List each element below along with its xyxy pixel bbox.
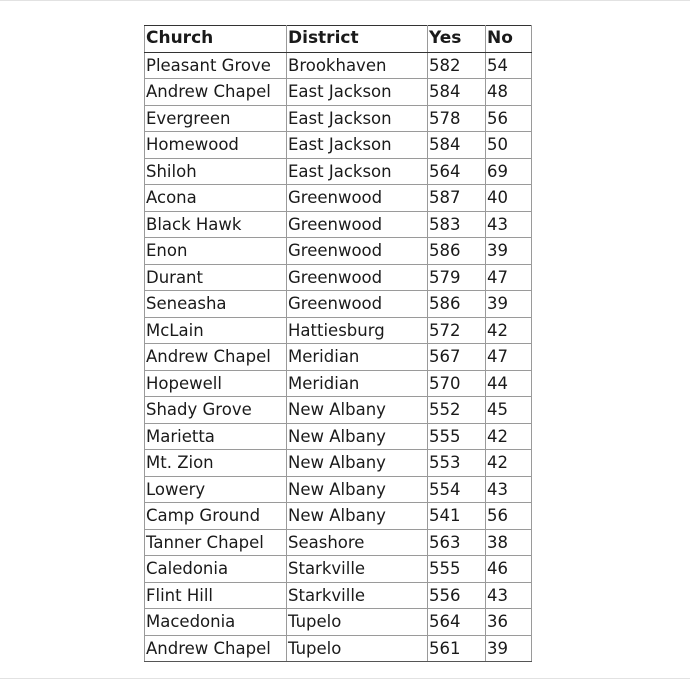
- district-cell: Seashore: [287, 529, 428, 556]
- table-row: [145, 450, 532, 477]
- church-cell: Hopewell: [145, 370, 287, 397]
- yes-cell: 555: [428, 423, 486, 450]
- table-row: [145, 476, 532, 503]
- table-body: [145, 52, 532, 662]
- table-row: [145, 503, 532, 530]
- district-cell: Meridian: [287, 370, 428, 397]
- no-cell: 39: [486, 291, 532, 318]
- no-cell: 36: [486, 609, 532, 636]
- district-cell: New Albany: [287, 397, 428, 424]
- district-cell: Hattiesburg: [287, 317, 428, 344]
- yes-cell: 570: [428, 370, 486, 397]
- table-row: [145, 185, 532, 212]
- yes-cell: 564: [428, 158, 486, 185]
- church-cell: Acona: [145, 185, 287, 212]
- yes-cell: 555: [428, 556, 486, 583]
- church-cell: Pleasant Grove: [145, 52, 287, 79]
- church-cell: Homewood: [145, 132, 287, 159]
- yes-cell: 564: [428, 609, 486, 636]
- table-row: [145, 370, 532, 397]
- yes-cell: 554: [428, 476, 486, 503]
- no-cell: 43: [486, 476, 532, 503]
- church-cell: Andrew Chapel: [145, 79, 287, 106]
- table-row: [145, 264, 532, 291]
- table-row: [145, 132, 532, 159]
- yes-cell: 587: [428, 185, 486, 212]
- district-cell: Greenwood: [287, 291, 428, 318]
- table-row: [145, 423, 532, 450]
- church-cell: McLain: [145, 317, 287, 344]
- no-cell: 39: [486, 635, 532, 662]
- no-cell: 69: [486, 158, 532, 185]
- table-header-row: [145, 26, 532, 53]
- table-row: [145, 158, 532, 185]
- table-row: [145, 609, 532, 636]
- yes-cell: 584: [428, 79, 486, 106]
- district-cell: East Jackson: [287, 158, 428, 185]
- table-row: [145, 635, 532, 662]
- yes-cell: 586: [428, 238, 486, 265]
- no-cell: 54: [486, 52, 532, 79]
- district-cell: Greenwood: [287, 264, 428, 291]
- yes-cell: 567: [428, 344, 486, 371]
- no-cell: 44: [486, 370, 532, 397]
- header-church: Church: [145, 26, 287, 53]
- district-cell: New Albany: [287, 476, 428, 503]
- district-cell: Greenwood: [287, 238, 428, 265]
- district-cell: East Jackson: [287, 79, 428, 106]
- church-cell: Macedonia: [145, 609, 287, 636]
- district-cell: Starkville: [287, 556, 428, 583]
- no-cell: 47: [486, 264, 532, 291]
- no-cell: 56: [486, 503, 532, 530]
- church-cell: Caledonia: [145, 556, 287, 583]
- no-cell: 38: [486, 529, 532, 556]
- church-cell: Durant: [145, 264, 287, 291]
- district-cell: New Albany: [287, 450, 428, 477]
- church-cell: Evergreen: [145, 105, 287, 132]
- district-cell: Greenwood: [287, 185, 428, 212]
- table-row: [145, 344, 532, 371]
- church-cell: Enon: [145, 238, 287, 265]
- church-cell: Shady Grove: [145, 397, 287, 424]
- yes-cell: 563: [428, 529, 486, 556]
- table-row: [145, 397, 532, 424]
- church-cell: Mt. Zion: [145, 450, 287, 477]
- page-top-border: [0, 0, 690, 1]
- table-row: [145, 52, 532, 79]
- no-cell: 43: [486, 582, 532, 609]
- no-cell: 42: [486, 423, 532, 450]
- table-row: [145, 317, 532, 344]
- district-cell: East Jackson: [287, 132, 428, 159]
- table-row: [145, 79, 532, 106]
- header-district: District: [287, 26, 428, 53]
- yes-cell: 583: [428, 211, 486, 238]
- no-cell: 50: [486, 132, 532, 159]
- no-cell: 47: [486, 344, 532, 371]
- yes-cell: 582: [428, 52, 486, 79]
- page-bottom-border: [0, 678, 690, 679]
- no-cell: 56: [486, 105, 532, 132]
- yes-cell: 584: [428, 132, 486, 159]
- district-cell: Tupelo: [287, 609, 428, 636]
- table-row: [145, 105, 532, 132]
- header-no: No: [486, 26, 532, 53]
- table-row: [145, 556, 532, 583]
- church-cell: Flint Hill: [145, 582, 287, 609]
- table-row: [145, 529, 532, 556]
- district-cell: New Albany: [287, 503, 428, 530]
- church-cell: Andrew Chapel: [145, 344, 287, 371]
- district-cell: Starkville: [287, 582, 428, 609]
- district-cell: Meridian: [287, 344, 428, 371]
- church-cell: Seneasha: [145, 291, 287, 318]
- yes-cell: 552: [428, 397, 486, 424]
- district-cell: New Albany: [287, 423, 428, 450]
- church-cell: Andrew Chapel: [145, 635, 287, 662]
- table-row: [145, 211, 532, 238]
- district-cell: East Jackson: [287, 105, 428, 132]
- header-yes: Yes: [428, 26, 486, 53]
- yes-cell: 579: [428, 264, 486, 291]
- no-cell: 39: [486, 238, 532, 265]
- church-cell: Camp Ground: [145, 503, 287, 530]
- no-cell: 42: [486, 317, 532, 344]
- yes-cell: 561: [428, 635, 486, 662]
- yes-cell: 572: [428, 317, 486, 344]
- church-vote-table: [144, 25, 532, 662]
- church-cell: Shiloh: [145, 158, 287, 185]
- table-row: [145, 291, 532, 318]
- church-cell: Black Hawk: [145, 211, 287, 238]
- district-cell: Brookhaven: [287, 52, 428, 79]
- yes-cell: 556: [428, 582, 486, 609]
- no-cell: 43: [486, 211, 532, 238]
- no-cell: 46: [486, 556, 532, 583]
- church-cell: Marietta: [145, 423, 287, 450]
- church-cell: Lowery: [145, 476, 287, 503]
- yes-cell: 553: [428, 450, 486, 477]
- yes-cell: 578: [428, 105, 486, 132]
- table-row: [145, 238, 532, 265]
- district-cell: Tupelo: [287, 635, 428, 662]
- no-cell: 40: [486, 185, 532, 212]
- church-cell: Tanner Chapel: [145, 529, 287, 556]
- district-cell: Greenwood: [287, 211, 428, 238]
- yes-cell: 586: [428, 291, 486, 318]
- no-cell: 48: [486, 79, 532, 106]
- no-cell: 42: [486, 450, 532, 477]
- yes-cell: 541: [428, 503, 486, 530]
- table-row: [145, 582, 532, 609]
- no-cell: 45: [486, 397, 532, 424]
